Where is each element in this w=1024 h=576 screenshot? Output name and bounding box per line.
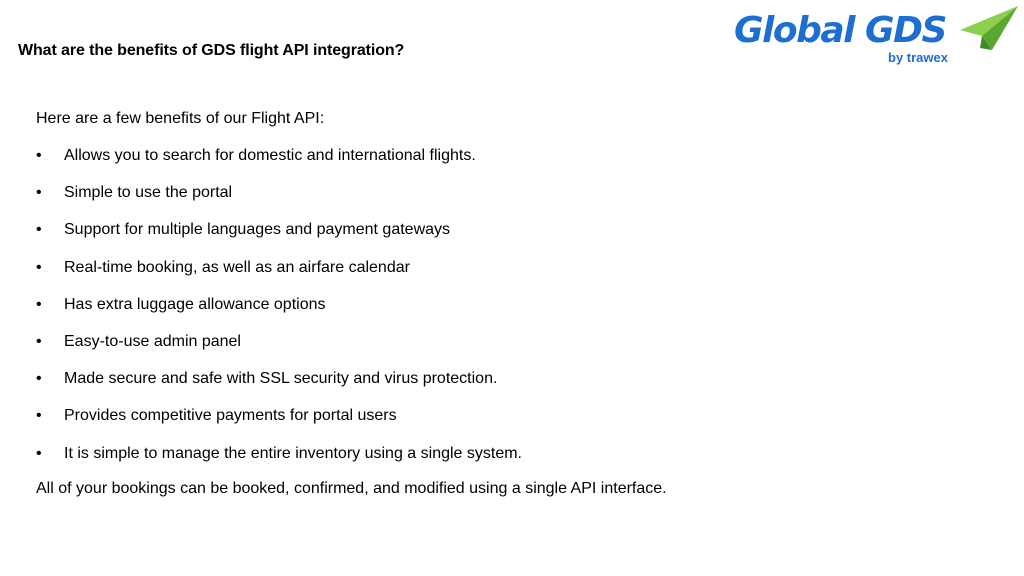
bullet-icon: •	[36, 147, 42, 164]
bullet-icon: •	[36, 407, 42, 425]
list-item-text: Support for multiple languages and payment gateways	[64, 221, 451, 239]
list-item-text: Provides competitive payments for portal users	[64, 407, 397, 425]
list-item	[36, 257, 522, 294]
bullet-icon: •	[36, 295, 42, 313]
logo-wordmark: Global GDS	[734, 10, 946, 51]
page-title: What are the benefits of GDS flight API integration?	[18, 42, 405, 59]
logo	[730, 4, 1020, 70]
list-item-text: Easy-to-use admin panel	[64, 332, 241, 350]
list-item	[36, 182, 522, 219]
list-item	[36, 145, 522, 182]
list-item-text: Has extra luggage allowance options	[64, 295, 326, 313]
bullet-icon: •	[36, 444, 42, 462]
benefits-list	[36, 145, 522, 480]
list-item-text: Made secure and safe with SSL security and virus protection.	[64, 370, 498, 388]
closing-text: All of your bookings can be booked, confirmed, and modified using a single API interface.	[36, 480, 667, 497]
list-item	[36, 219, 522, 256]
list-item	[36, 443, 522, 480]
bullet-icon: •	[36, 370, 42, 388]
list-item-text: Allows you to search for domestic and international flights.	[64, 147, 476, 164]
content-body	[36, 108, 522, 480]
bullet-icon: •	[36, 221, 42, 239]
intro-text: Here are a few benefits of our Flight API:	[36, 110, 325, 127]
list-item	[36, 331, 522, 368]
bullet-icon: •	[36, 258, 42, 276]
list-item-text: Simple to use the portal	[64, 184, 233, 202]
bullet-icon: •	[36, 184, 42, 202]
list-item	[36, 294, 522, 331]
list-item	[36, 368, 522, 405]
list-item-text: Real-time booking, as well as an airfare calendar	[64, 258, 410, 276]
paper-plane-icon	[958, 4, 1020, 54]
list-item-text: It is simple to manage the entire inventory using a single system.	[64, 444, 522, 462]
logo-tagline: by trawex	[888, 50, 948, 65]
list-item	[36, 405, 522, 442]
bullet-icon: •	[36, 332, 42, 350]
